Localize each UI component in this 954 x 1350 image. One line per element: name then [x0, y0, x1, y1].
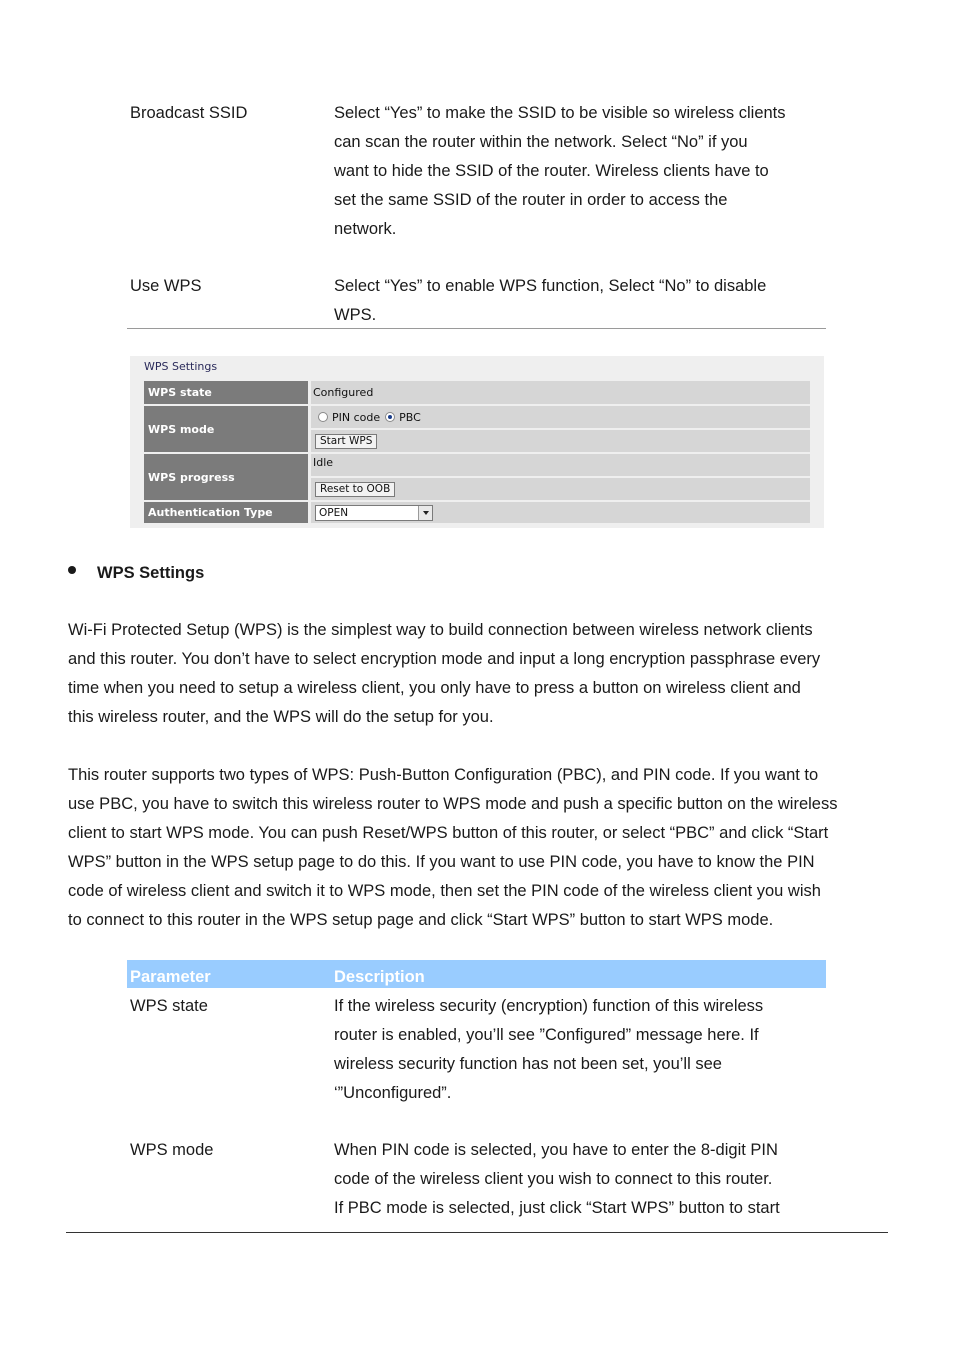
authentication-type-label: Authentication Type	[144, 502, 308, 523]
desc-line: If PBC mode is selected, just click “Start WPS” button to start	[334, 1199, 780, 1217]
para-line: time when you need to setup a wireless client, you only have to press a button on wireless client and	[68, 679, 801, 697]
para-line: to connect to this router in the WPS setup page and click “Start WPS” button to start WPS mode.	[68, 911, 774, 929]
para-line: this wireless router, and the WPS will do the setup for you.	[68, 708, 494, 726]
section-heading: WPS Settings	[97, 564, 205, 582]
chevron-down-icon	[418, 506, 432, 520]
desc-line: When PIN code is selected, you have to enter the 8-digit PIN	[334, 1141, 778, 1159]
reset-to-oob-button[interactable]: Reset to OOB	[315, 482, 395, 497]
start-wps-button[interactable]: Start WPS	[315, 434, 377, 449]
header-description: Description	[334, 968, 425, 986]
wps-settings-panel	[130, 356, 824, 528]
wps-progress-value: Idle	[311, 454, 810, 476]
panel-title: WPS Settings	[144, 360, 218, 373]
para-line: code of wireless client and switch it to WPS mode, then set the PIN code of the wireless client you wish	[68, 882, 821, 900]
desc-broadcast-ssid	[334, 99, 824, 244]
param-wps-mode: WPS mode	[130, 1141, 214, 1159]
header-parameter: Parameter	[130, 968, 211, 986]
desc-line: If the wireless security (encryption) function of this wireless	[334, 997, 764, 1015]
page-footer-rule	[66, 1232, 888, 1233]
desc-line: set the same SSID of the router in order to access the	[334, 191, 728, 209]
desc-wps-mode	[334, 1136, 824, 1223]
desc-line: ‘”Unconfigured”.	[334, 1084, 452, 1102]
para-line: and this router. You don’t have to select encryption mode and input a long encryption passphrase every	[68, 650, 821, 668]
param-use-wps: Use WPS	[130, 277, 202, 295]
wps-progress-label: WPS progress	[144, 454, 308, 500]
param-wps-state: WPS state	[130, 997, 208, 1015]
desc-line: code of the wireless client you wish to connect to this router.	[334, 1170, 773, 1188]
wps-mode-label: WPS mode	[144, 406, 308, 452]
desc-line: wireless security function has not been set, you’ll see	[334, 1055, 722, 1073]
table-header	[127, 960, 826, 988]
wps-state-value: Configured	[311, 381, 810, 404]
wps-progress-action	[311, 478, 810, 500]
pin-code-label: PIN code	[332, 410, 381, 424]
param-broadcast-ssid: Broadcast SSID	[130, 104, 248, 122]
desc-line: Select “Yes” to enable WPS function, Select “No” to disable	[334, 277, 767, 295]
wps-state-label: WPS state	[144, 381, 308, 404]
authentication-type-field	[311, 502, 810, 523]
table-bottom-rule	[127, 328, 826, 329]
para-line: client to start WPS mode. You can push Reset/WPS button of this router, or select “PBC” and click “Start	[68, 824, 829, 842]
desc-use-wps	[334, 272, 824, 330]
desc-line: want to hide the SSID of the router. Wireless clients have to	[334, 162, 769, 180]
desc-line: WPS.	[334, 306, 377, 324]
desc-wps-state	[334, 992, 824, 1108]
authentication-type-value: OPEN	[319, 506, 349, 519]
para-line: Wi-Fi Protected Setup (WPS) is the simplest way to build connection between wireless network clients	[68, 621, 813, 639]
para-line: use PBC, you have to switch this wireless router to WPS mode and push a specific button on the wireless	[68, 795, 838, 813]
pin-code-radio[interactable]	[318, 412, 328, 422]
authentication-type-select[interactable]	[315, 505, 433, 521]
wps-mode-action	[311, 430, 810, 452]
desc-line: Select “Yes” to make the SSID to be visible so wireless clients	[334, 104, 786, 122]
wps-mode-options	[311, 406, 810, 428]
desc-line: can scan the router within the network. Select “No” if you	[334, 133, 748, 151]
pbc-radio[interactable]	[385, 412, 395, 422]
desc-line: router is enabled, you’ll see ”Configured” message here. If	[334, 1026, 759, 1044]
paragraph-intro	[68, 616, 898, 732]
para-line: This router supports two types of WPS: Push-Button Configuration (PBC), and PIN code. If you want to	[68, 766, 819, 784]
desc-line: network.	[334, 220, 397, 238]
bullet-icon	[68, 566, 76, 574]
paragraph-wps-types	[68, 761, 898, 935]
pbc-label: PBC	[399, 410, 421, 424]
para-line: WPS” button in the WPS setup page to do this. If you want to use PIN code, you have to know the PIN	[68, 853, 815, 871]
